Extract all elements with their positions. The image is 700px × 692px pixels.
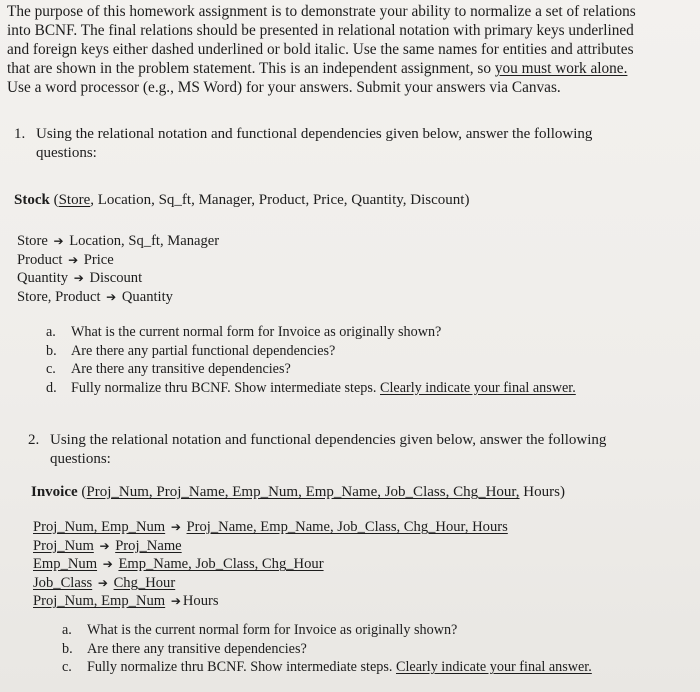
subquestion-text: Fully normalize thru BCNF. Show intermediate steps.: [71, 379, 377, 396]
prompt-text: questions:: [36, 145, 97, 161]
functional-dependency: [17, 288, 219, 307]
arrow-icon: ➔: [102, 557, 113, 572]
intro-paragraph: [7, 2, 697, 97]
subquestion-text: What is the current normal form for Invoice as originally shown?: [71, 324, 442, 340]
relation-open: (: [81, 484, 87, 500]
arrow-icon: ➔: [68, 252, 79, 267]
final-answer-emphasis: Clearly indicate your final answer.: [396, 659, 592, 676]
arrow-icon: ➔: [53, 234, 64, 248]
functional-dependency: [33, 537, 508, 556]
arrow-icon: ➔: [99, 538, 110, 553]
relation-open: (: [53, 192, 59, 208]
intro-line: into BCNF. The final relations should be presented in relational notation with primary keys underlined: [7, 22, 634, 39]
subquestion-text: Are there any transitive dependencies?: [87, 640, 307, 657]
fd-lhs: Store, Product: [17, 288, 101, 305]
subquestion-text: Are there any transitive dependencies?: [71, 361, 291, 378]
functional-dependency: [17, 269, 219, 288]
fd-lhs: Emp_Num: [33, 556, 98, 573]
intro-line: [7, 59, 697, 78]
question-2-subquestions: [62, 621, 592, 677]
subquestion-letter: a.: [62, 622, 72, 638]
arrow-icon: ➔: [170, 520, 181, 534]
fd-rhs: Proj_Name, Emp_Name, Job_Class, Chg_Hour, Hours: [186, 519, 508, 535]
arrow-icon: ➔: [73, 271, 84, 286]
subquestion-text: Fully normalize thru BCNF. Show intermediate steps.: [87, 659, 393, 676]
subquestion-letter: d.: [46, 379, 57, 396]
fd-rhs: Price: [83, 251, 114, 268]
stock-relation: [14, 192, 469, 209]
arrow-icon: ➔: [97, 575, 108, 590]
relation-attributes: Hours): [519, 484, 565, 500]
arrow-icon: ➔: [170, 594, 181, 609]
functional-dependency: [33, 555, 508, 574]
intro-line: Use a word processor (e.g., MS Word) for your answers. Submit your answers via Canvas.: [7, 79, 561, 96]
intro-line-text: that are shown in the problem statement. This is an independent assignment, so: [7, 60, 492, 77]
fd-lhs: Quantity: [17, 270, 69, 287]
question-number: 1.: [14, 126, 26, 142]
fd-rhs: Emp_Name, Job_Class, Chg_Hour: [118, 556, 324, 573]
fd-lhs: Store: [17, 233, 48, 249]
subquestion-letter: c.: [62, 659, 72, 676]
prompt-text: questions:: [50, 451, 111, 467]
intro-line: The purpose of this homework assignment is to demonstrate your ability to normalize a set of relations: [7, 3, 636, 20]
subquestion-letter: a.: [46, 324, 56, 340]
primary-key-store: Store: [58, 192, 91, 208]
subquestion-letter: b.: [62, 640, 73, 657]
fd-rhs: Location, Sq_ft, Manager: [69, 233, 220, 249]
fd-lhs: Proj_Num: [33, 537, 94, 554]
subquestion: [46, 360, 576, 379]
question-1-subquestions: [46, 323, 576, 397]
stock-fd-list: [17, 232, 219, 306]
functional-dependency: [33, 518, 508, 537]
subquestion-text: What is the current normal form for Invoice as originally shown?: [87, 622, 458, 638]
subquestion-text: Are there any partial functional dependencies?: [71, 342, 336, 359]
question-1-prompt: [14, 125, 592, 163]
work-alone-emphasis: you must work alone.: [494, 60, 628, 77]
prompt-text: Using the relational notation and functional dependencies given below, answer the following: [50, 432, 607, 448]
subquestion: [46, 323, 576, 342]
subquestion: [46, 379, 576, 398]
fd-rhs: Proj_Name: [115, 537, 182, 554]
functional-dependency: [17, 251, 219, 270]
subquestion-letter: b.: [46, 342, 57, 359]
subquestion: [62, 621, 592, 640]
question-number: 2.: [28, 432, 40, 448]
final-answer-emphasis: Clearly indicate your final answer.: [380, 379, 576, 396]
relation-name: Stock: [14, 192, 50, 208]
invoice-relation: [31, 484, 565, 501]
arrow-icon: ➔: [106, 289, 117, 304]
question-2-prompt: [28, 431, 606, 469]
fd-lhs: Proj_Num, Emp_Num: [33, 593, 166, 610]
relation-keys: Proj_Num, Proj_Name, Emp_Num, Emp_Name, Job_Class, Chg_Hour,: [86, 484, 520, 500]
fd-rhs: Hours: [182, 593, 219, 610]
fd-lhs: Proj_Num, Emp_Num: [33, 519, 166, 535]
fd-rhs: Chg_Hour: [113, 574, 176, 591]
fd-lhs: Product: [17, 251, 63, 268]
prompt-text: Using the relational notation and functional dependencies given below, answer the following: [36, 126, 593, 142]
subquestion: [46, 342, 576, 361]
functional-dependency: [17, 232, 219, 251]
intro-line: and foreign keys either dashed underlined or bold italic. Use the same names for entities and attributes: [7, 41, 634, 58]
subquestion: [62, 640, 592, 659]
subquestion-letter: c.: [46, 361, 56, 378]
functional-dependency: [33, 574, 508, 593]
functional-dependency: [33, 592, 508, 611]
fd-lhs: Job_Class: [33, 574, 93, 591]
subquestion: [62, 658, 592, 677]
relation-attributes: , Location, Sq_ft, Manager, Product, Price, Quantity, Discount): [90, 192, 470, 208]
invoice-fd-list: [33, 518, 508, 611]
relation-name: Invoice: [31, 484, 78, 500]
fd-rhs: Quantity: [121, 288, 173, 305]
fd-rhs: Discount: [89, 270, 143, 287]
